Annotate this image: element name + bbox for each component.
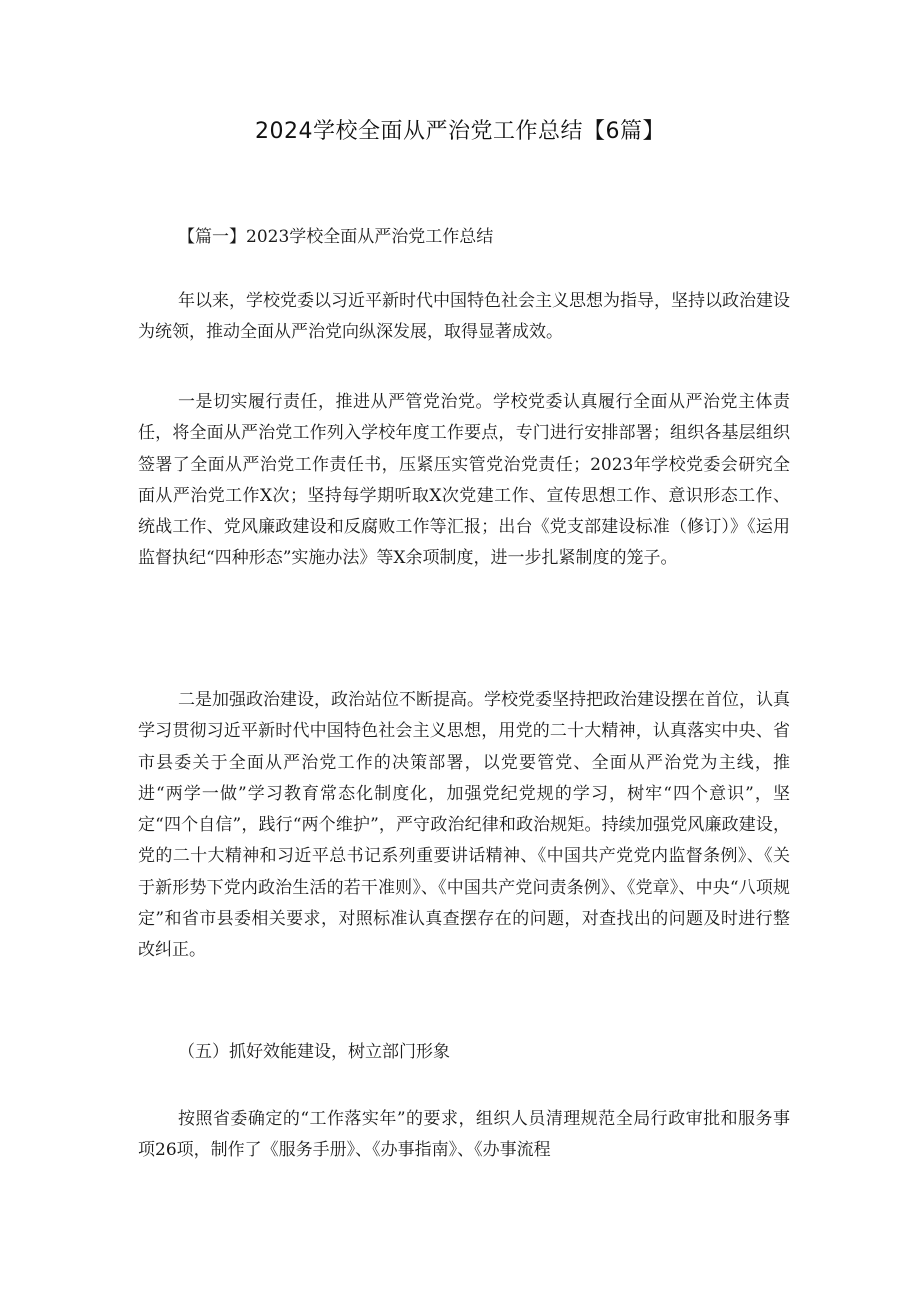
paragraph-efficiency: 按照省委确定的“工作落实年”的要求，组织人员清理规范全局行政审批和服务事项26项，制作了《服务手册》、《办事指南》、《办事流程 (138, 1109, 790, 1161)
paragraph-responsibility: 一是切实履行责任，推进从严管党治党。学校党委认真履行全面从严治党主体责任，将全面从严治党工作列入学校年度工作要点，专门进行安排部署；组织各基层组织签署了全面从严治党工作责任书，压紧压实管党治党责任；2023年学校党委会研究全面从严治党工作X次；坚持每学期听取X次党建工作、宣传思想工作、意识形态工作、统战工作、党风廉政建设和反腐败工作等汇报；出台《党支部建设标准（修订）》《运用监督执纪“四种形态”实施办法》等X余项制度，进一步扎紧制度的笼子。 (138, 392, 790, 569)
document-title: 2024学校全面从严治党工作总结【6篇】 (255, 119, 665, 144)
subheading-efficiency: （五）抓好效能建设，树立部门形象 (178, 1042, 450, 1062)
paragraph-intro: 年以来，学校党委以习近平新时代中国特色社会主义思想为指导，坚持以政治建设为统领，推动全面从严治党向纵深发展，取得显著成效。 (138, 291, 790, 343)
section-heading: 【篇一】2023学校全面从严治党工作总结 (178, 227, 494, 247)
paragraph-political-construction: 二是加强政治建设，政治站位不断提高。学校党委坚持把政治建设摆在首位，认真学习贯彻习近平新时代中国特色社会主义思想，用党的二十大精神，认真落实中央、省市县委关于全面从严治党工作的决策部署，以党要管党、全面从严治党为主线，推进“两学一做”学习教育常态化制度化，加强党纪党规的学习，树牢“四个意识”，坚定“四个自信”，践行“两个维护”，严守政治纪律和政治规矩。持续加强党风廉政建设，党的二十大精神和习近平总书记系列重要讲话精神、《中国共产党党内监督条例》、《关于新形势下党内政治生活的若干准则》、《中国共产党问责条例》、《党章》、中央“八项规定”和省市县委相关要求，对照标准认真查摆存在的问题，对查找出的问题及时进行整改纠正。 (138, 690, 790, 961)
